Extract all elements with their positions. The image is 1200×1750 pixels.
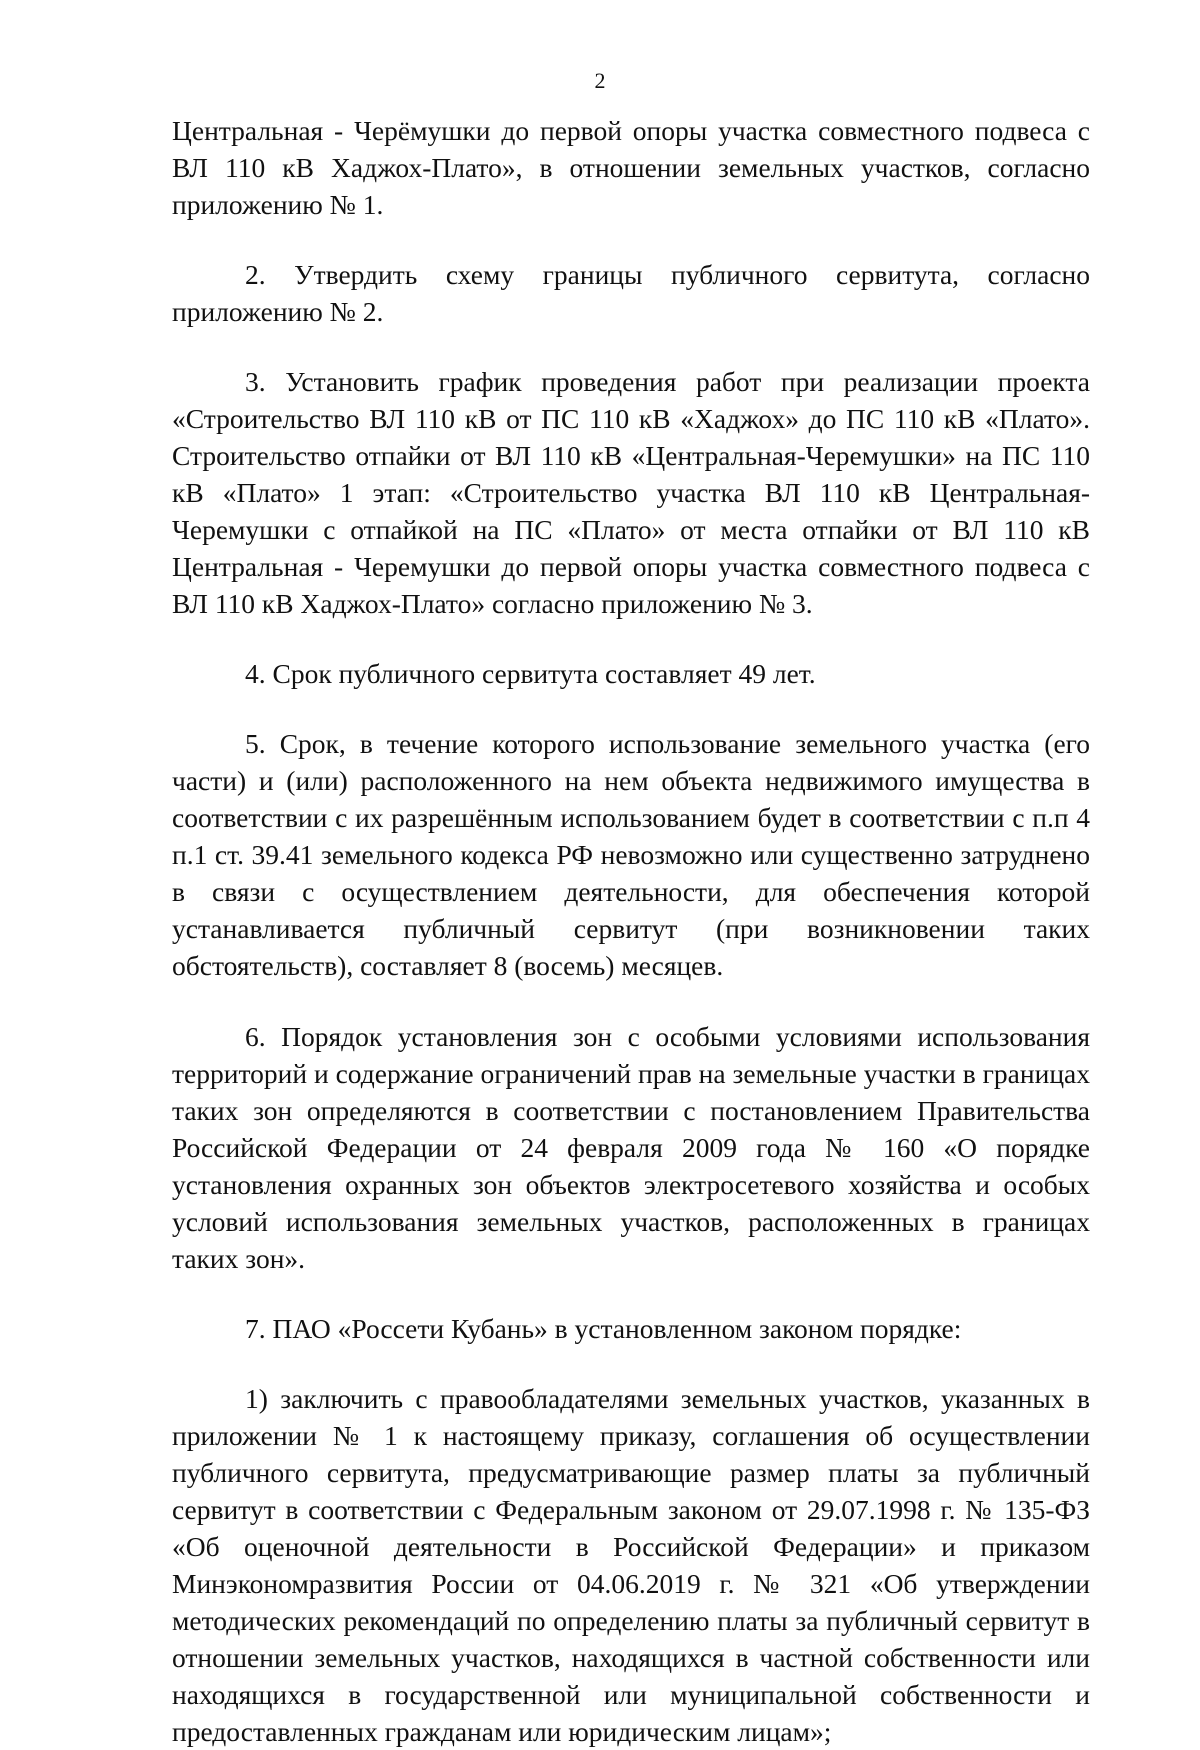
paragraph-item-4: 4. Срок публичного сервитута составляет 49 лет. [245,658,816,689]
paragraph-item-6: 6. Порядок установления зон с особыми условиями использования территорий и содержание ограничений прав на земельные участки в границах таких зон определяются в соответствии с постановлением Правительства Российской Федерации от 24 февраля 2009 года № 160 «О порядке установления охранных зон объектов электросетевого хозяйства и особых условий использования земельных участков, расположенных в границах таких зон». [172,1021,1090,1274]
paragraph-continuation: Центральная - Черёмушки до первой опоры участка совместного подвеса с ВЛ 110 кВ Хаджох-Плато», в отношении земельных участков, согласно приложению № 1. [172,115,1090,220]
paragraph-item-7: 7. ПАО «Россети Кубань» в установленном законом порядке: [245,1313,962,1344]
paragraph-subitem-1: 1) заключить с правообладателями земельных участков, указанных в приложении № 1 к настоящему приказу, соглашения об осуществлении публичного сервитута, предусматривающие размер платы за публичный сервитут в соответствии с Федеральным законом от 29.07.1998 г. № 135-ФЗ «Об оценочной деятельности в Российской Федерации» и приказом Минэкономразвития России от 04.06.2019 г. № 321 «Об утверждении методических рекомендаций по определению платы за публичный сервитут в отношении земельных участков, находящихся в частной собственности или находящихся в государственной или муниципальной собственности и предоставленных гражданам или юридическим лицам»; [172,1383,1090,1747]
paragraph-item-5: 5. Срок, в течение которого использование земельного участка (его части) и (или) расположенного на нем объекта недвижимого имущества в соответствии с их разрешённым использованием будет в соответствии с п.п 4 п.1 ст. 39.41 земельного кодекса РФ невозможно или существенно затруднено в связи с осуществлением деятельности, для обеспечения которой устанавливается публичный сервитут (при возникновении таких обстоятельств), составляет 8 (восемь) месяцев. [172,728,1090,981]
page-number: 2 [594,68,606,93]
document-body [172,112,1090,1750]
paragraph-item-2: 2. Утвердить схему границы публичного сервитута, согласно приложению № 2. [172,259,1090,327]
paragraph-item-3: 3. Установить график проведения работ при реализации проекта «Строительство ВЛ 110 кВ от ПС 110 кВ «Хаджох» до ПС 110 кВ «Плато». Строительство отпайки от ВЛ 110 кВ «Центральная-Черемушки» на ПС 110 кВ «Плато» 1 этап: «Строительство участка ВЛ 110 кВ Центральная-Черемушки с отпайкой на ПС «Плато» от места отпайки от ВЛ 110 кВ Центральная - Черемушки до первой опоры участка совместного подвеса с ВЛ 110 кВ Хаджох-Плато» согласно приложению № 3. [172,366,1090,619]
